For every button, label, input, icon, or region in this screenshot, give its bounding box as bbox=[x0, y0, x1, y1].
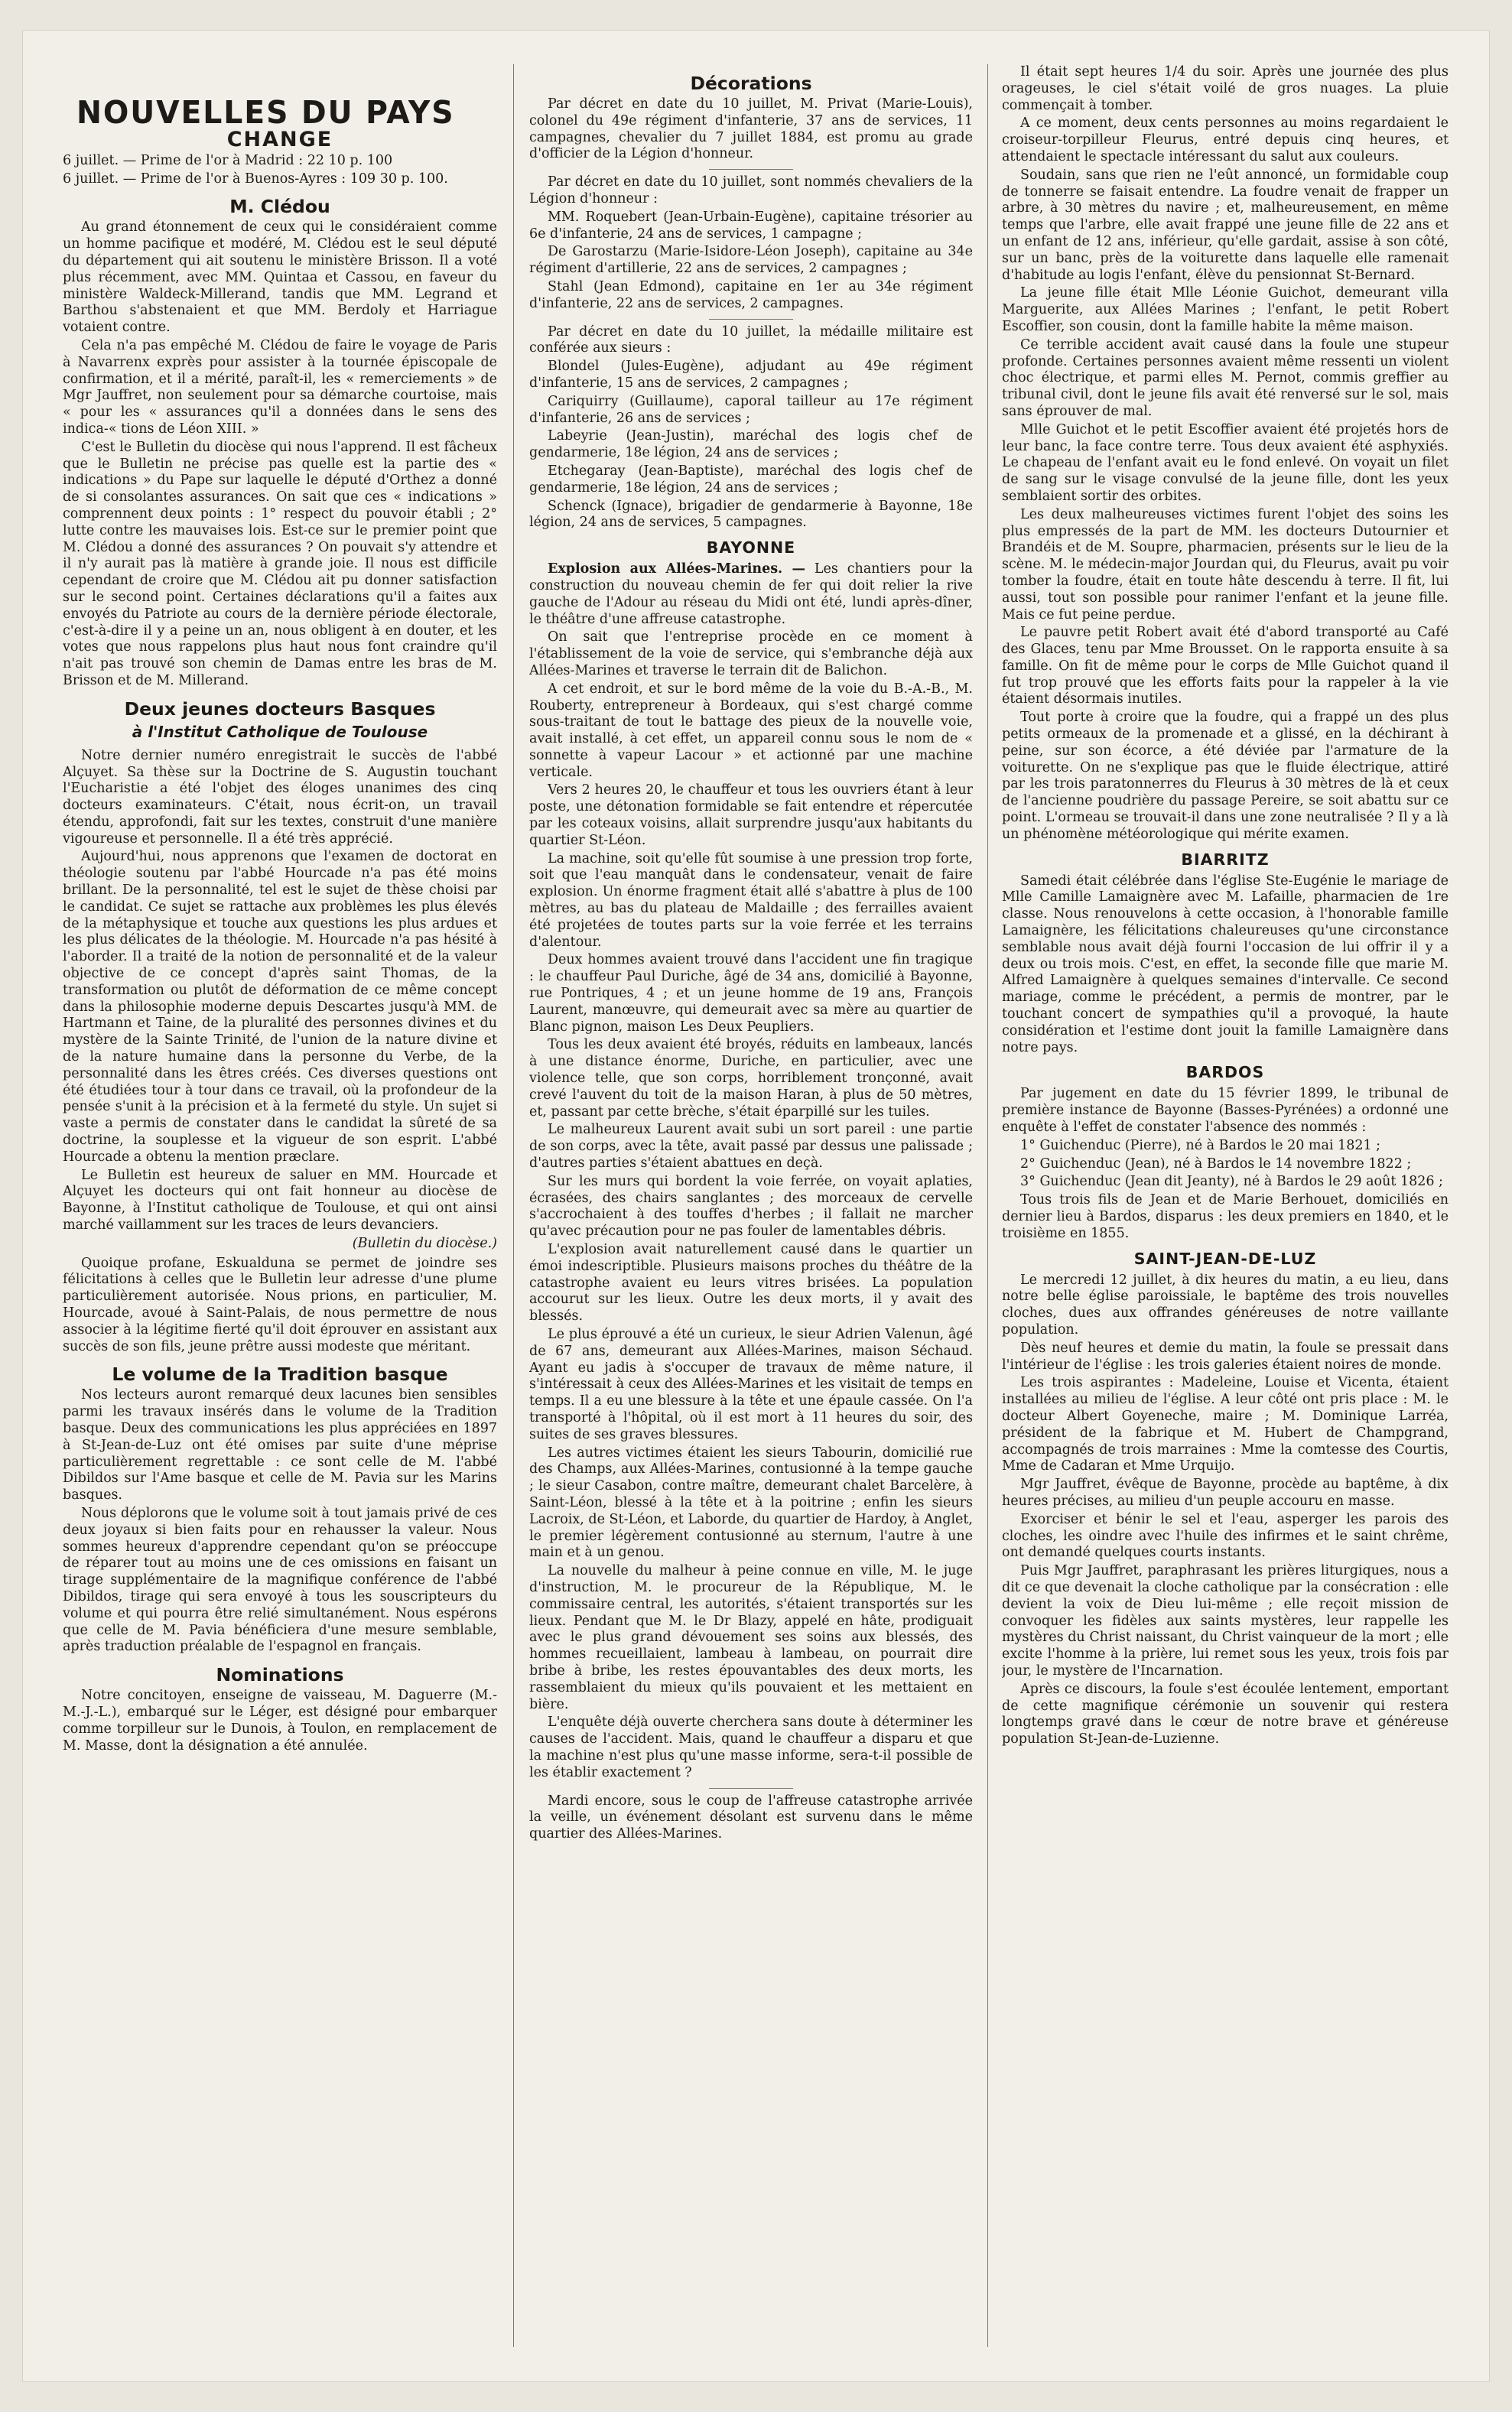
paragraph: Le plus éprouvé a été un curieux, le sieur Adrien Valenun, âgé de 67 ans, demeurant aux Allées-Marines, maison Séchaud. Ayant eu jadis à s'occuper de travaux de même nature, il s'intéressait à ceux des Allées-Marines et les visitait de temps en temps. Il a eu une blessure à la tête et une épaule cassée. On l'a transporté à l'hôpital, où il est mort à 11 heures du soir, des suites de ses graves blessures. bbox=[529, 1326, 973, 1442]
paragraph: Le malheureux Laurent avait subi un sort pareil : une partie de son corps, avec la tête, avait passé par dessus une palissade ; d'autres parties s'étaient abattues en deçà. bbox=[529, 1122, 973, 1172]
paragraph: Soudain, sans que rien ne l'eût annoncé, un formidable coup de tonnerre se faisait entendre. La foudre venait de frapper un arbre, à 30 mètres du navire ; et, malheureusement, en même temps que l'arbre, elle avait frappé une jeune fille de 22 ans et un enfant de 12 ans, inférieur, qu'elle gardait, assise à son côté, sur un banc, près de la voiturette dans laquelle elle ramenait d'habitude au logis l'enfant, élève du pensionnat St-Bernard. bbox=[1002, 167, 1449, 283]
section-heading-bayonne: BAYONNE bbox=[706, 538, 796, 557]
paragraph: Par jugement en date du 15 février 1899, le tribunal de première instance de Bayonne (Basses-Pyrénées) a ordonné une enquête à l'effet de constater l'absence des nommés : bbox=[1002, 1086, 1449, 1136]
paragraph: Cela n'a pas empêché M. Clédou de faire le voyage de Paris à Navarrenx exprès pour assister à la tournée épiscopale de confirmation, et il a mérité, paraît-il, les « remerciements » de Mgr Jauffret, non seulement pour sa démarche courtoise, mais « pour les « assurances qu'il a données dans le sens des indica-« tions de Léon XIII. » bbox=[63, 337, 497, 437]
article-title-tradition: Le volume de la Tradition basque bbox=[112, 1364, 448, 1386]
paragraph: Nous déplorons que le volume soit à tout jamais privé de ces deux joyaux si bien faits pour en rehausser la valeur. Nous sommes heureux d'apprendre cependant qu'on se préoccupe de réparer tout au moins une de ces omissions en faisant un tirage supplémentaire de la magnifique conférence de l'abbé Dibildos, tirage qui sera envoyé à tous les souscripteurs du volume et qui pourra être relié simultanément. Nous espérons que celle de M. Pavia bénéficiera d'une mesure semblable, après traduction préalable de l'espagnol en français. bbox=[63, 1505, 497, 1655]
article-title-nominations: Nominations bbox=[216, 1664, 344, 1686]
paragraph: Cariquirry (Guillaume), caporal tailleur au 17e régiment d'infanterie, 26 ans de services ; bbox=[529, 393, 973, 426]
paragraph: Au grand étonnement de ceux qui le considéraient comme un homme pacifique et modéré, M. Clédou est le seul député du département qui ait soutenu le ministère Brisson. Il a voté plus récemment, avec MM. Quintaa et Cassou, en faveur du ministère Waldeck-Millerand, tandis que MM. Legrand et Barthou s'abstenaient et que MM. Berdoly et Harriague votaient contre. bbox=[63, 219, 497, 336]
paragraph: Par décret en date du 10 juillet, sont nommés chevaliers de la Légion d'honneur : bbox=[529, 174, 973, 206]
paragraph: 3° Guichenduc (Jean dit Jeanty), né à Bardos le 29 août 1826 ; bbox=[1020, 1174, 1443, 1190]
paragraph: Tous les deux avaient été broyés, réduits en lambeaux, lancés à une distance énorme, Duriche, en particulier, avec une violence telle, que son corps, horriblement tronçonné, avait crevé l'auvent du toit de la maison Haran, à plus de 50 mètres, et, passant par cette brèche, s'était éparpillé sur les tuiles. bbox=[529, 1037, 973, 1120]
paragraph: Puis Mgr Jauffret, paraphrasant les prières liturgiques, nous a dit ce que devenait la cloche catholique par la consécration : elle devient la voix de Dieu lui-même ; elle reçoit mission de convoquer les fidèles aux saints mystères, leur rappelle les mystères du Christ naissant, du Christ vainqueur de la mort ; elle excite l'homme à la prière, lui remet sous les yeux, trois fois par jour, le mystère de l'Incarnation. bbox=[1002, 1563, 1449, 1679]
article-subtitle: à l'Institut Catholique de Toulouse bbox=[132, 722, 428, 741]
paragraph: Blondel (Jules-Eugène), adjudant au 49e régiment d'infanterie, 15 ans de services, 2 campagnes ; bbox=[529, 359, 973, 391]
paragraph: La jeune fille était Mlle Léonie Guichot, demeurant villa Marguerite, aux Allées Marines ; l'enfant, le petit Robert Escoffier, son cousin, dont la famille habite la même maison. bbox=[1002, 285, 1449, 334]
paragraph: Schenck (Ignace), brigadier de gendarmerie à Bayonne, 18e légion, 24 ans de services, 5 campagnes. bbox=[529, 498, 973, 531]
paragraph: Par décret en date du 10 juillet, la médaille militaire est conférée aux sieurs : bbox=[529, 323, 973, 356]
paragraph: De Garostarzu (Marie-Isidore-Léon Joseph), capitaine au 34e régiment d'artillerie, 22 ans de services, 2 campagnes ; bbox=[529, 244, 973, 277]
source-credit: (Bulletin du diocèse.) bbox=[352, 1235, 497, 1251]
newspaper-page bbox=[23, 31, 1489, 2381]
paragraph: Tous trois fils de Jean et de Marie Berhouet, domiciliés en dernier lieu à Bardos, disparus : les deux premiers en 1840, et le troisième en 1855. bbox=[1002, 1192, 1449, 1241]
paragraph: La machine, soit qu'elle fût soumise à une pression trop forte, soit que l'eau manquât dans le condensateur, venait de faire explosion. Un énorme fragment était allé s'abattre à plus de 100 mètres, au bas du plateau de Maldaille ; des ferrailles avaient été projetées de toutes parts sur la voie ferrée et les terrains d'alentour. bbox=[529, 850, 973, 950]
paragraph: Etchegaray (Jean-Baptiste), maréchal des logis chef de gendarmerie, 18e légion, 24 ans de services ; bbox=[529, 463, 973, 496]
column-1 bbox=[63, 64, 497, 2358]
paragraph: 6 juillet. — Prime de l'or à Buenos-Ayres : 109 30 p. 100. bbox=[63, 171, 448, 187]
column-rule bbox=[987, 64, 988, 2347]
paragraph: A cet endroit, et sur le bord même de la voie du B.-A.-B., M. Rouberty, entrepreneur à Bordeaux, qui s'est chargé comme sous-traitant de tout le battage des pieux de la nouvelle voie, avait installé, à cet effet, un appareil connu sous le nom de « sonnette à vapeur Lacour » et actionné par une machine verticale. bbox=[529, 681, 973, 780]
section-heading-saint-jean-de-luz: SAINT-JEAN-DE-LUZ bbox=[1133, 1249, 1317, 1268]
paragraph: Stahl (Jean Edmond), capitaine en 1er au 34e régiment d'infanterie, 22 ans de services, 2 campagnes. bbox=[529, 278, 973, 311]
separator bbox=[709, 169, 793, 170]
paragraph: MM. Roquebert (Jean-Urbain-Eugène), capitaine trésorier au 6e d'infanterie, 24 ans de services, 1 campagne ; bbox=[529, 209, 973, 242]
paragraph: 1° Guichenduc (Pierre), né à Bardos le 20 mai 1821 ; bbox=[1020, 1137, 1381, 1153]
change-heading: CHANGE bbox=[226, 128, 333, 151]
paragraph: 2° Guichenduc (Jean), né à Bardos le 14 novembre 1822 ; bbox=[1020, 1156, 1412, 1172]
paragraph: Samedi était célébrée dans l'église Ste-Eugénie le mariage de Mlle Camille Lamaignère avec M. Lafaille, pharmacien de 1re classe. Nous renouvelons à cette occasion, à l'honorable famille Lamaignère, les félicitations chaleureuses qu'une circonstance semblable nous avait déjà fourni l'occasion de lui offrir il y a deux ou trois mois. C'est, en effet, la seconde fille que marie M. Alfred Lamaignère à quelques semaines d'intervalle. Ce second mariage, comme le précédent, a permis de montrer, par le touchant concert de sympathies qu'il a provoqué, la haute considération et l'estime dont jouit la famille Lamaignère dans notre pays. bbox=[1002, 873, 1449, 1055]
paragraph: Nos lecteurs auront remarqué deux lacunes bien sensibles parmi les travaux insérés dans le volume de la Tradition basque. Deux des communications les plus appréciées en 1897 à St-Jean-de-Luz ont été omises par suite d'une méprise particulièrement regrettable : ce sont celle de M. l'abbé Dibildos sur l'Ame basque et celle de M. Pavia sur les Marins basques. bbox=[63, 1387, 497, 1503]
paragraph: Ce terrible accident avait causé dans la foule une stupeur profonde. Certaines personnes avaient même ressenti un violent choc électrique, et parmi elles M. Pernot, commis greffier au tribunal civil, dont le jeune fils avait été renversé sur le sol, mais sans éprouver de mal. bbox=[1002, 336, 1449, 419]
column-3 bbox=[1002, 64, 1449, 2358]
paragraph: Le pauvre petit Robert avait été d'abord transporté au Café des Glaces, tenu par Mme Brousset. On le rapporta ensuite à sa famille. On fit de même pour le corps de Mlle Guichot quand il fut trop prouvé que les efforts faits pour la rappeler à la vie étaient désormais inutiles. bbox=[1002, 625, 1449, 707]
paragraph: Labeyrie (Jean-Justin), maréchal des logis chef de gendarmerie, 18e légion, 24 ans de services ; bbox=[529, 428, 973, 461]
article-title-docteurs: Deux jeunes docteurs Basques bbox=[124, 697, 436, 720]
section-heading-biarritz: BIARRITZ bbox=[1181, 850, 1270, 869]
column-2 bbox=[529, 64, 973, 2358]
paragraph: Vers 2 heures 20, le chauffeur et tous les ouvriers étant à leur poste, une détonation formidable se fait entendre et répercutée par les coteaux voisins, allait surprendre jusqu'aux habitants du quartier St-Léon. bbox=[529, 782, 973, 848]
paragraph: Mgr Jauffret, évêque de Bayonne, procède au baptême, à dix heures précises, au milieu d'un peuple accouru en masse. bbox=[1002, 1477, 1449, 1509]
column-rule bbox=[513, 64, 514, 2347]
separator bbox=[709, 1788, 793, 1789]
paragraph: Mardi encore, sous le coup de l'affreuse catastrophe arrivée la veille, un événement désolant est survenu dans le même quartier des Allées-Marines. bbox=[529, 1793, 973, 1842]
separator bbox=[709, 319, 793, 320]
paragraph bbox=[529, 561, 973, 628]
paragraph: Notre dernier numéro enregistrait le succès de l'abbé Alçuyet. Sa thèse sur la Doctrine de S. Augustin touchant l'Eucharistie a été l'objet des éloges unanimes des cinq docteurs examinateurs. C'était, nous écrit-on, un travail étendu, approfondi, fait sur les textes, construit d'une manière vigoureuse et personnelle. Il a été très apprécié. bbox=[63, 747, 497, 847]
section-heading-bardos: BARDOS bbox=[1185, 1063, 1265, 1082]
paragraph-text: Les chantiers pour la construction du nouveau chemin de fer qui doit relier la rive gauche de l'Adour au réseau du Midi ont été, lundi après-dîner, le théâtre d'une affreuse catastrophe. bbox=[529, 561, 973, 627]
paragraph: Mlle Guichot et le petit Escoffier avaient été projetés hors de leur banc, la face contre terre. Tous deux avaient été asphyxiés. Le chapeau de l'enfant avait eu le fond enlevé. On voyait un filet de sang sur le visage convulsé de la jeune fille, dont les yeux semblaient sortir des orbites. bbox=[1002, 421, 1449, 504]
paragraph: Aujourd'hui, nous apprenons que l'examen de doctorat en théologie soutenu par l'abbé Hourcade n'a pas été moins brillant. De la personnalité, tel est le sujet de thèse choisi par le candidat. Ce sujet se rattache aux problèmes les plus élevés de la métaphysique et touche aux questions les plus ardues et les plus délicates de la théologie. M. Hourcade n'a pas hésité à l'aborder. Il a traité de la notion de personnalité et de la valeur objective de ce concept d'après saint Thomas, de la transformation ou plutôt de déformation de ce même concept dans la philosophie moderne depuis Descartes jusqu'à MM. de Hartmann et Taine, de la pluralité des personnes divines et du mystère de la Sainte Trinité, de l'union de la nature divine et de la nature humaine dans la personne du Verbe, de la personnalité dans les êtres créés. Ces diverses questions ont été étudiées tour à tour dans ce travail, où la profondeur de la pensée s'unit à la précision et à la fermeté du style. Un sujet si vaste a permis de constater dans le candidat la sûreté de sa doctrine, la souplesse et la vigueur de son esprit. L'abbé Hourcade a obtenu la mention præclare. bbox=[63, 849, 497, 1165]
paragraph: Deux hommes avaient trouvé dans l'accident une fin tragique : le chauffeur Paul Duriche, âgé de 34 ans, domicilié à Bayonne, rue Pontriques, 4 ; et un jeune homme de 19 ans, François Laurent, manœuvre, qui demeurait avec sa mère au quartier de Blanc pignon, maison Les Deux Peupliers. bbox=[529, 952, 973, 1035]
paragraph: Les trois aspirantes : Madeleine, Louise et Vicenta, étaient installées au milieu de l'église. A leur côté ont pris place : M. le docteur Albert Goyeneche, maire ; M. Dominique Larréa, président de la fabrique et M. Hubert de Champgrand, accompagnés de trois marraines : Mme la comtesse des Courtis, Mme de Cadaran et Mme Urquijo. bbox=[1002, 1375, 1449, 1474]
paragraph: Dès neuf heures et demie du matin, la foule se pressait dans l'intérieur de l'église : les trois galeries étaient noires de monde. bbox=[1002, 1340, 1449, 1373]
paragraph: La nouvelle du malheur à peine connue en ville, M. le juge d'instruction, M. le procureur de la République, M. le commissaire central, les autorités, s'étaient transportés sur les lieux. Pendant que M. le Dr Blazy, appelé en hâte, prodiguait avec le plus grand dévouement ses soins aux blessés, des hommes recueillaient, lambeau à lambeau, on pourrait dire bribe à bribe, les restes épouvantables des deux morts, les rassemblaient du mieux qu'ils pouvaient et les mettaient en bière. bbox=[529, 1563, 973, 1712]
paragraph: Les deux malheureuses victimes furent l'objet des soins les plus empressés de la part de MM. les docteurs Dutournier et Brandéis et de M. Soupre, pharmacien, présents sur le lieu de la scène. M. le médecin-major Jourdan qui, du Fleurus, avait pu voir tomber la foudre, était en toute hâte descendu à terre. Il fit, lui aussi, tout son possible pour ranimer l'enfant et la jeune fille. Mais ce fut peine perdue. bbox=[1002, 506, 1449, 623]
paragraph: Le Bulletin est heureux de saluer en MM. Hourcade et Alçuyet les docteurs qui ont fait honneur au diocèse de Bayonne, à l'Institut catholique de Toulouse, et qui ont ainsi marché vaillamment sur les traces de leurs devanciers. bbox=[63, 1167, 497, 1234]
paragraph: L'explosion avait naturellement causé dans le quartier un émoi indescriptible. Plusieurs maisons proches du théâtre de la catastrophe avaient eu leurs vitres brisées. La population accourut sur les lieux. Outre les deux morts, il y avait des blessés. bbox=[529, 1242, 973, 1325]
article-lead: Explosion aux Allées-Marines. — bbox=[548, 561, 806, 577]
paragraph: 6 juillet. — Prime de l'or à Madrid : 22 10 p. 100 bbox=[63, 152, 393, 168]
paragraph: Exorciser et bénir le sel et l'eau, asperger les parois des cloches, les oindre avec l'huile des infirmes et le saint chrême, ont demandé quelques courts instants. bbox=[1002, 1511, 1449, 1561]
paragraph: Après ce discours, la foule s'est écoulée lentement, emportant de cette magnifique cérémonie un souvenir qui restera longtemps gravé dans le cœur de notre brave et généreuse population St-Jean-de-Luzienne. bbox=[1002, 1681, 1449, 1747]
paragraph: L'enquête déjà ouverte cherchera sans doute à déterminer les causes de l'accident. Mais, quand le chauffeur a disparu et que la machine n'est plus qu'une masse informe, sera-t-il possible de les établir exactement ? bbox=[529, 1715, 973, 1780]
paragraph: Notre concitoyen, enseigne de vaisseau, M. Daguerre (M.-M.-J.-L.), embarqué sur le Léger, est désigné pour embarquer comme torpilleur sur le Dunois, à Toulon, en remplacement de M. Masse, dont la désignation a été annulée. bbox=[63, 1688, 497, 1754]
paragraph: Il était sept heures 1/4 du soir. Après une journée des plus orageuses, le ciel s'était voilé de gros nuages. La pluie commençait à tomber. bbox=[1002, 64, 1449, 113]
paragraph: Le mercredi 12 juillet, à dix heures du matin, a eu lieu, dans notre belle église paroissiale, le baptême des trois nouvelles cloches, dues aux offrandes généreuses de notre vaillante population. bbox=[1002, 1272, 1449, 1338]
paragraph: Les autres victimes étaient les sieurs Tabourin, domicilié rue des Champs, aux Allées-Marines, contusionné à la tempe gauche ; le sieur Casabon, contre maître, demeurant chalet Barcelère, à Saint-Léon, blessé à la tête et à la poitrine ; enfin les sieurs Lacroix, de St-Léon, et Laborde, du quartier de Hardoy, à Anglet, le premier légèrement contusionné au sternum, l'autre à une main et à un genou. bbox=[529, 1445, 973, 1561]
paragraph: Tout porte à croire que la foudre, qui a frappé un des plus petits ormeaux de la promenade et a glissé, en la déchirant à peine, sur son écorce, a été déviée par l'armature de la voiturette. On ne s'explique pas que le fluide électrique, attiré par les trois paratonnerres du Fleurus à 30 mètres de là et ceux de l'ancienne poudrière du passage Pereire, se soit abattu sur ce point. L'ormeau se trouvait-il dans une zone neutralisée ? Il y a là un phénomène météorologique qui mérite examen. bbox=[1002, 710, 1449, 842]
section-title: NOUVELLES DU PAYS bbox=[76, 94, 455, 131]
paragraph: A ce moment, deux cents personnes au moins regardaient le croiseur-torpilleur Fleurus, entré depuis cinq heures, et attendaient le spectacle intéressant du salut aux couleurs. bbox=[1002, 115, 1449, 164]
paragraph: C'est le Bulletin du diocèse qui nous l'apprend. Il est fâcheux que le Bulletin ne précise pas quelle est la partie des « indications » du Pape sur laquelle le député d'Orthez a donné de si consolantes assurances. On sait que ces « indications » comprennent deux points : 1° respect du pouvoir établi ; 2° lutte contre les mauvaises lois. Est-ce sur le premier point que M. Clédou a donné des assurances ? On pouvait s'y attendre et il n'y aurait pas là matière à grande joie. Il nous est difficile cependant de croire que M. Clédou ait pu donner satisfaction sur le second point. Certaines déclarations qu'il a faites aux envoyés du Patriote au cours de la dernière période électorale, c'est-à-dire il y a peine un an, nous obligent à en douter, et les votes que nous rappelons plus haut nous font craindre qu'il n'ait pas trouvé son chemin de Damas entre les bras de M. Brisson et de M. Millerand. bbox=[63, 439, 497, 688]
paragraph: Quoique profane, Eskualduna se permet de joindre ses félicitations à celles que le Bulletin leur adresse d'une plume particulièrement autorisée. Nous prions, en particulier, M. Hourcade, avoué à Saint-Palais, de nous permettre de nous associer à la légitime fierté qu'il doit éprouver en assistant aux succès de son fils, jeune prêtre aussi modeste que méritant. bbox=[63, 1255, 497, 1354]
article-title-decorations: Décorations bbox=[690, 73, 812, 94]
article-title-cledou: M. Clédou bbox=[229, 196, 330, 218]
paragraph: Par décret en date du 10 juillet, M. Privat (Marie-Louis), colonel du 49e régiment d'infanterie, 37 ans de services, 11 campagnes, chevalier du 7 juillet 1884, est promu au grade d'officier de la Légion d'honneur. bbox=[529, 96, 973, 162]
paragraph: Sur les murs qui bordent la voie ferrée, on voyait aplaties, écrasées, des chairs sanglantes ; des morceaux de cervelle s'accrochaient à des touffes d'herbes ; il fallait ne marcher qu'avec précaution pour ne pas fouler de lamentables débris. bbox=[529, 1173, 973, 1240]
paragraph: On sait que l'entreprise procède en ce moment à l'établissement de la voie de service, qui s'embranche déjà aux Allées-Marines et traverse le terrain dit de Balichon. bbox=[529, 629, 973, 678]
